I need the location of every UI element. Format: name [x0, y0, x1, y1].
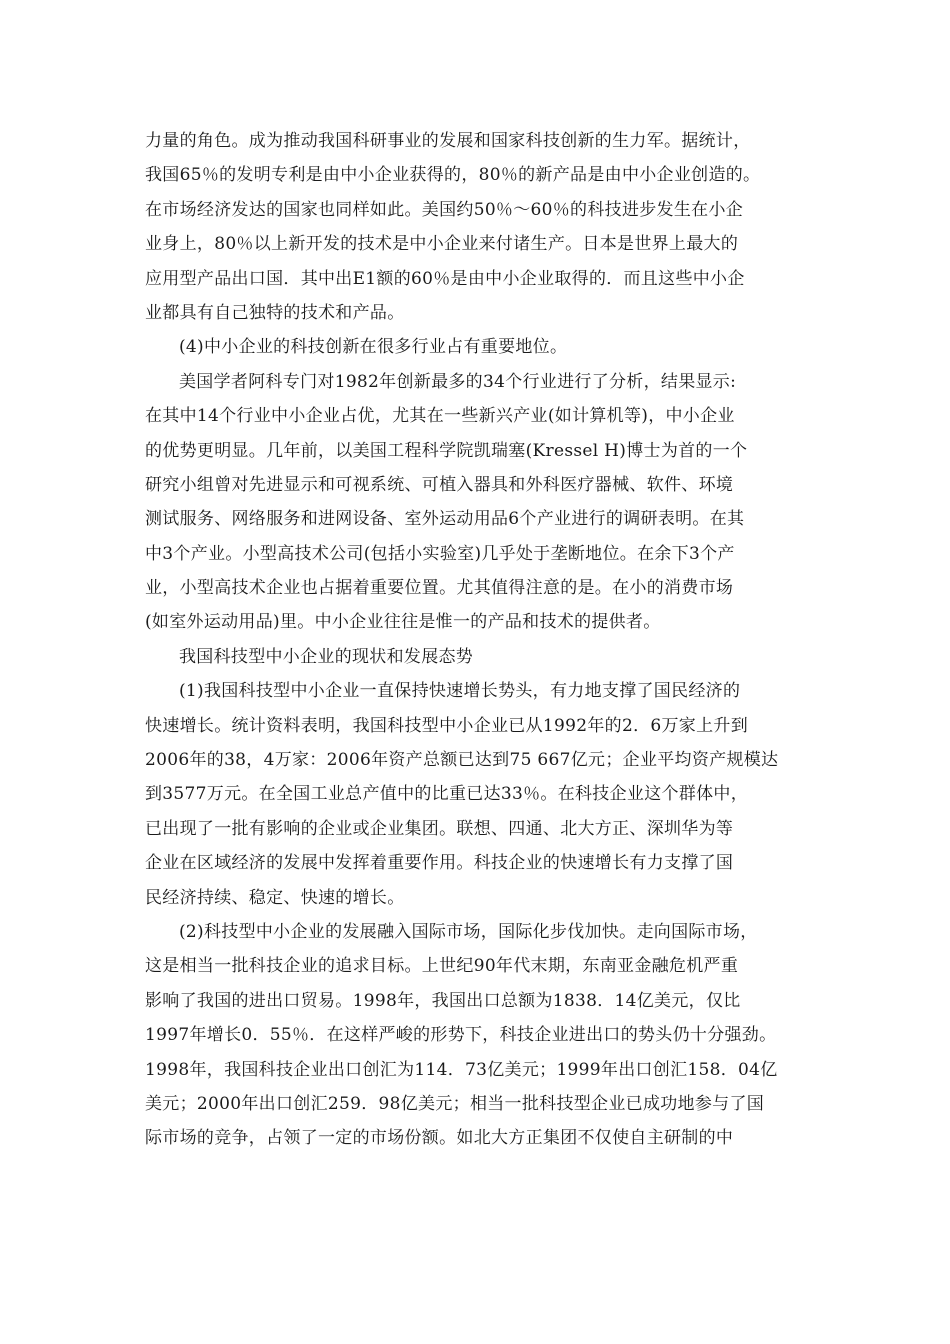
text-line: 在其中14个行业中小企业占优，尤其在一些新兴产业(如计算机等)，中小企业 — [145, 406, 735, 427]
text-line: 这是相当一批科技企业的追求目标。上世纪90年代末期，东南亚金融危机严重 — [145, 956, 739, 977]
text-line: 影响了我国的进出口贸易。1998年，我国出口总额为1838．14亿美元，仅比 — [145, 990, 741, 1011]
text-line: (2)科技型中小企业的发展融入国际市场，国际化步伐加快。走向国际市场， — [179, 921, 758, 942]
text-line: 测试服务、网络服务和进网设备、室外运动用品6个产业进行的调研表明。在其 — [145, 509, 745, 530]
text-line: (1)我国科技型中小企业一直保持快速增长势头，有力地支撑了国民经济的 — [179, 681, 741, 702]
text-line: (4)中小企业的科技创新在很多行业占有重要地位。 — [179, 337, 568, 358]
text-line: 1997年增长0．55％．在这样严峻的形势下，科技企业进出口的势头仍十分强劲。 — [145, 1025, 777, 1046]
text-line: 2006年的38，4万家：2006年资产总额已达到75 667亿元；企业平均资产规模达 — [145, 750, 779, 771]
text-line: 快速增长。统计资料表明，我国科技型中小企业已从1992年的2．6万家上升到 — [145, 715, 748, 736]
text-line: 应用型产品出口国．其中出E1额的60％是由中小企业取得的．而且这些中小企 — [145, 268, 745, 289]
text-line: 已出现了一批有影响的企业或企业集团。联想、四通、北大方正、深圳华为等 — [145, 818, 734, 839]
text-line: 美国学者阿科专门对1982年创新最多的34个行业进行了分析，结果显示: — [179, 371, 737, 392]
text-line: 我国科技型中小企业的现状和发展态势 — [179, 646, 474, 667]
text-line: 的优势更明显。几年前，以美国工程科学院凯瑞塞(Kressel H)博士为首的一个 — [145, 440, 748, 461]
text-line: 研究小组曾对先进显示和可视系统、可植入器具和外科医疗器械、软件、环境 — [145, 474, 734, 495]
text-line: 企业在区域经济的发展中发挥着重要作用。科技企业的快速增长有力支撑了国 — [145, 853, 734, 874]
text-line: 中3个产业。小型高技术公司(包括小实验室)几乎处于垄断地位。在余下3个产 — [145, 543, 735, 564]
text-line: 际市场的竞争，占领了一定的市场份额。如北大方正集团不仅使自主研制的中 — [145, 1128, 734, 1149]
text-line: 民经济持续、稳定、快速的增长。 — [145, 887, 405, 908]
text-line: 在市场经济发达的国家也同样如此。美国约50％～60％的科技进步发生在小企 — [145, 199, 744, 220]
text-line: 1998年，我国科技企业出口创汇为114．73亿美元；1999年出口创汇158．04亿 — [145, 1059, 778, 1080]
text-line: 业，小型高技术企业也占据着重要位置。尤其值得注意的是。在小的消费市场 — [145, 578, 734, 599]
body-text — [145, 124, 835, 1156]
text-line: 美元；2000年出口创汇259．98亿美元；相当一批科技型企业已成功地参与了国 — [145, 1093, 765, 1114]
text-line: 业都具有自己独特的技术和产品。 — [145, 302, 405, 323]
text-line: (如室外运动用品)里。中小企业往往是惟一的产品和技术的提供者。 — [145, 612, 661, 633]
text-line: 业身上，80％以上新开发的技术是中小企业来付诸生产。日本是世界上最大的 — [145, 234, 739, 255]
text-line: 到3577万元。在全国工业总产值中的比重已达33％。在科技企业这个群体中， — [145, 784, 748, 805]
text-line: 我国65％的发明专利是由中小企业获得的，80％的新产品是由中小企业创造的。 — [145, 165, 761, 186]
text-line: 力量的角色。成为推动我国科研事业的发展和国家科技创新的生力军。据统计， — [145, 131, 751, 151]
